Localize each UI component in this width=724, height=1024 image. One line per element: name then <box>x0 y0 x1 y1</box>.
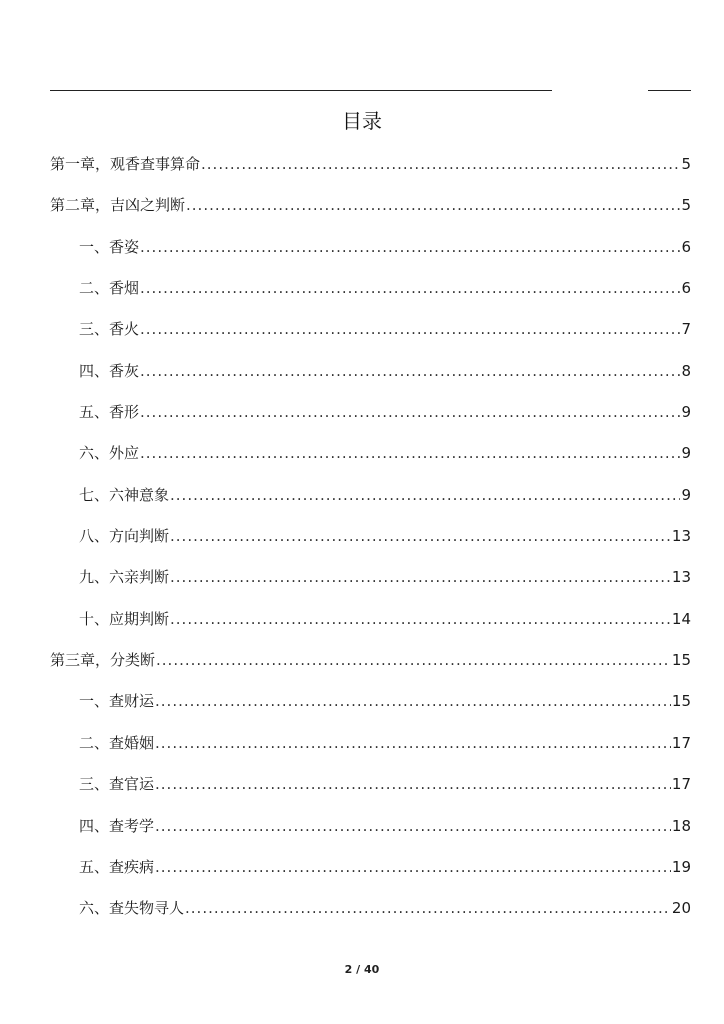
toc-page-number: 8 <box>681 361 691 380</box>
toc-dot-leader <box>140 440 680 466</box>
toc-entry-title: 三、香火 <box>79 320 140 339</box>
page-number-footer: 2 / 40 <box>344 963 380 976</box>
toc-dot-leader <box>140 358 680 384</box>
toc-page-number: 9 <box>681 485 691 504</box>
toc-dot-leader <box>170 606 671 632</box>
toc-entry-title: 四、查考学 <box>79 816 155 835</box>
toc-entry-title: 二、香烟 <box>79 279 140 298</box>
toc-dot-leader <box>170 482 680 508</box>
toc-entry-title: 五、香形 <box>79 403 140 422</box>
toc-entry-title: 九、六亲判断 <box>79 568 170 587</box>
toc-section-entry[interactable] <box>50 771 691 812</box>
toc-dot-leader <box>170 523 671 549</box>
toc-section-entry[interactable] <box>50 813 691 854</box>
toc-dot-leader <box>155 854 671 880</box>
toc-dot-leader <box>155 730 671 756</box>
toc-page-number: 9 <box>681 403 691 422</box>
toc-section-entry[interactable] <box>50 523 691 564</box>
toc-chapter-entry[interactable] <box>50 647 691 688</box>
page-title: 目录 <box>342 109 382 133</box>
toc-entry-title: 一、查财运 <box>79 692 155 711</box>
toc-page-number: 6 <box>681 279 691 298</box>
toc-dot-leader <box>140 234 680 260</box>
toc-dot-leader <box>155 813 671 839</box>
toc-page-number: 13 <box>671 568 691 587</box>
toc-page-number: 19 <box>671 857 691 876</box>
toc-section-entry[interactable] <box>50 440 691 481</box>
toc-section-entry[interactable] <box>50 730 691 771</box>
toc-entry-title: 二、查婚姻 <box>79 733 155 752</box>
toc-entry-title: 四、香灰 <box>79 361 140 380</box>
toc-entry-title: 五、查疾病 <box>79 857 155 876</box>
toc-page-number: 6 <box>681 237 691 256</box>
toc-section-entry[interactable] <box>50 482 691 523</box>
toc-page-number: 14 <box>671 609 691 628</box>
toc-page-number: 18 <box>671 816 691 835</box>
toc-chapter-entry[interactable] <box>50 151 691 192</box>
toc-dot-leader <box>140 316 680 342</box>
toc-section-entry[interactable] <box>50 688 691 729</box>
toc-page-number: 20 <box>671 899 691 918</box>
toc-entry-title: 第一章，观香查事算命 <box>50 155 201 173</box>
toc-page-number: 7 <box>681 320 691 339</box>
toc-page-number: 17 <box>671 733 691 752</box>
toc-chapter-entry[interactable] <box>50 192 691 233</box>
toc-dot-leader <box>140 399 680 425</box>
toc-entry-title: 第二章，吉凶之判断 <box>50 196 186 215</box>
toc-entry-title: 第三章，分类断 <box>50 651 156 670</box>
toc-dot-leader <box>140 275 680 301</box>
toc-section-entry[interactable] <box>50 399 691 440</box>
toc-dot-leader <box>155 771 671 797</box>
toc-entry-title: 七、六神意象 <box>79 485 170 504</box>
toc-page-number: 15 <box>671 692 691 711</box>
toc-dot-leader <box>186 192 680 218</box>
toc-section-entry[interactable] <box>50 316 691 357</box>
toc-entry-title: 六、查失物寻人 <box>79 899 185 918</box>
toc-dot-leader <box>185 895 671 921</box>
toc-section-entry[interactable] <box>50 275 691 316</box>
toc-dot-leader <box>156 647 671 673</box>
toc-section-entry[interactable] <box>50 895 691 936</box>
toc-entry-title: 六、外应 <box>79 444 140 463</box>
toc-section-entry[interactable] <box>50 606 691 647</box>
toc-page-number: 5 <box>681 155 691 173</box>
toc-dot-leader <box>155 688 671 714</box>
toc-page-number: 9 <box>681 444 691 463</box>
table-of-contents <box>50 151 691 937</box>
toc-entry-title: 八、方向判断 <box>79 527 170 546</box>
header-rule-left <box>50 90 552 91</box>
toc-page-number: 15 <box>671 651 691 670</box>
toc-section-entry[interactable] <box>50 358 691 399</box>
toc-page-number: 13 <box>671 527 691 546</box>
toc-dot-leader <box>201 151 680 177</box>
toc-dot-leader <box>170 564 671 590</box>
header-rule-right <box>648 90 691 91</box>
toc-section-entry[interactable] <box>50 234 691 275</box>
toc-page-number: 5 <box>681 196 691 215</box>
toc-entry-title: 一、香姿 <box>79 237 140 256</box>
toc-page-number: 17 <box>671 775 691 794</box>
toc-section-entry[interactable] <box>50 564 691 605</box>
toc-entry-title: 十、应期判断 <box>79 609 170 628</box>
toc-entry-title: 三、查官运 <box>79 775 155 794</box>
toc-section-entry[interactable] <box>50 854 691 895</box>
